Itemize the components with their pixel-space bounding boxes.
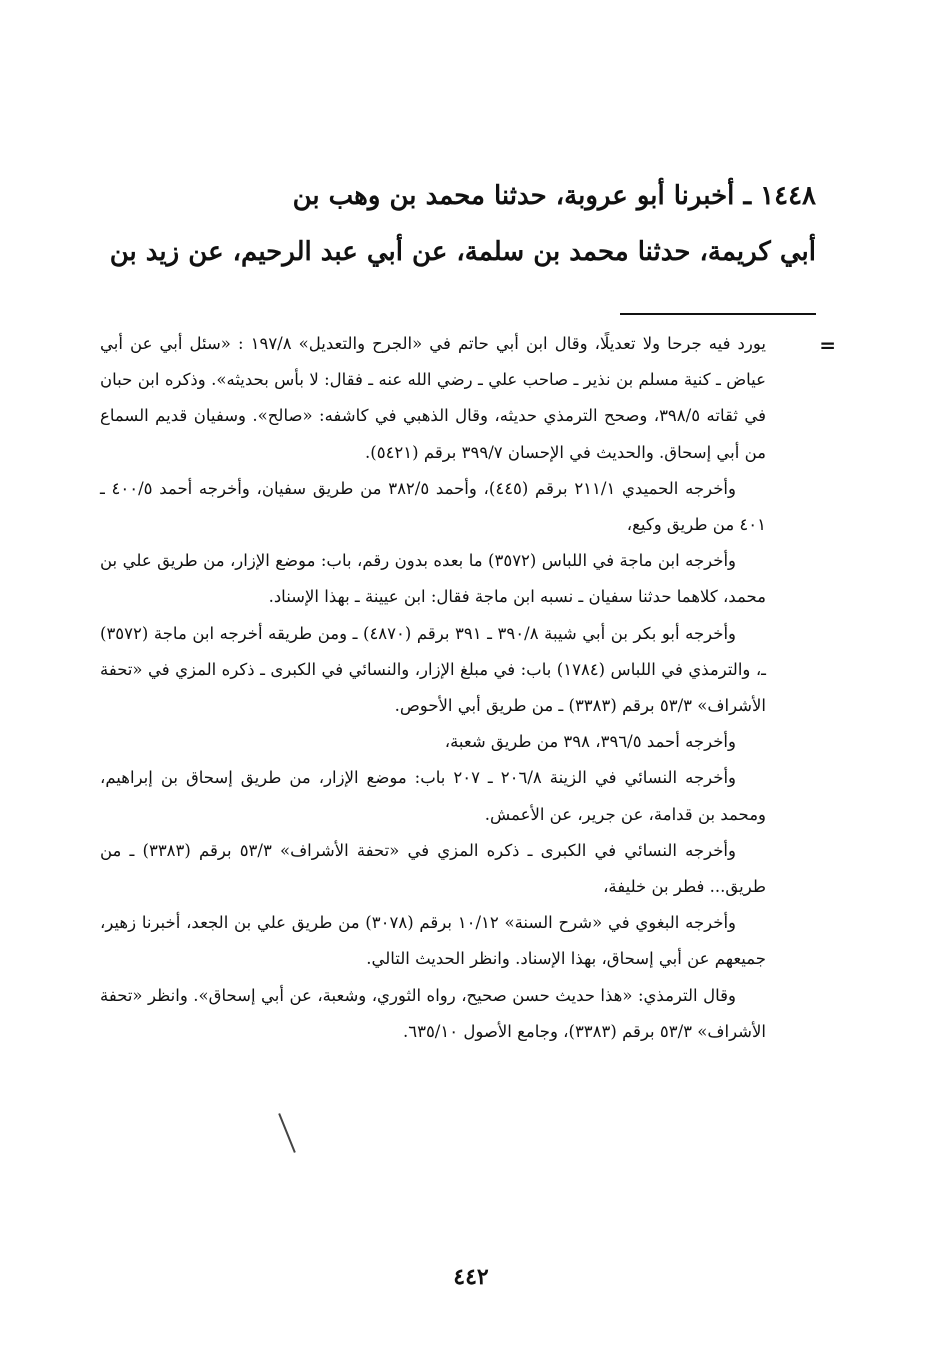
page-number: ٤٤٢: [453, 1264, 489, 1290]
footnote-continuation-marker: =: [819, 333, 836, 357]
footnote-paragraph: وأخرجه النسائي في الكبرى ـ ذكره المزي في «تحفة الأشراف» ٥٣/٣ برقم (٣٣٨٣) ـ من طريق... فطر بن خليفة،: [100, 840, 766, 897]
hadith-text: [100, 168, 816, 280]
footnote-paragraph: وأخرجه أبو بكر بن أبي شيبة ٣٩٠/٨ ـ ٣٩١ برقم (٤٨٧٠) ـ ومن طريقه أخرجه ابن ماجة (٣٥٧٢) ـ، والترمذي في اللباس (١٧٨٤) باب: في مبلغ الإزار، والنسائي في الكبرى ـ ذكره المزي في «تحفة الأشراف» ٥٣/٣ برقم (٣٣٨٣) ـ من طريق أبي الأحوص.: [100, 623, 766, 716]
hadith-line: أبي كريمة، حدثنا محمد بن سلمة، عن أبي عبد الرحيم، عن زيد بن: [109, 237, 816, 267]
pen-mark: [278, 1113, 296, 1153]
footnote-paragraph: يورد فيه جرحا ولا تعديلًا، وقال ابن أبي حاتم في «الجرح والتعديل» ١٩٧/٨ : «سئل أبي عن أبي عياض ـ كنية مسلم بن نذير ـ صاحب علي ـ رضي الله عنه ـ فقال: لا بأس بحديثه». وذكره ابن حبان في ثقاته ٣٩٨/٥، وصحح الترمذي حديثه، وقال الذهبي في كاشفه: «صالح». وسفيان قديم السماع من أبي إسحاق. والحديث في الإحسان ٣٩٩/٧ برقم (٥٤٢١).: [100, 334, 766, 462]
footnote-paragraph: وقال الترمذي: «هذا حديث حسن صحيح، رواه الثوري، وشعبة، عن أبي إسحاق». وانظر «تحفة الأشراف» ٥٣/٣ برقم (٣٣٨٣)، وجامع الأصول ٦٣٥/١٠.: [100, 985, 766, 1041]
hadith-line: ١٤٤٨ ـ أخبرنا أبو عروبة، حدثنا محمد بن وهب بن: [292, 181, 816, 211]
footnote-paragraph: وأخرجه ابن ماجة في اللباس (٣٥٧٢) ما بعده بدون رقم، باب: موضع الإزار، من طريق علي بن محمد، كلاهما حدثنا سفيان ـ نسبه ابن ماجة فقال: ابن عيينة ـ بهذا الإسناد.: [100, 551, 766, 607]
footnote-paragraph: وأخرجه النسائي في الزينة ٢٠٦/٨ ـ ٢٠٧ باب: موضع الإزار، من طريق إسحاق بن إبراهيم، ومحمد بن قدامة، عن جرير، عن الأعمش.: [100, 768, 766, 824]
footnote-paragraph: وأخرجه أحمد ٣٩٦/٥، ٣٩٨ من طريق شعبة،: [444, 732, 736, 752]
footnote-paragraph: وأخرجه البغوي في «شرح السنة» ١٠/١٢ برقم (٣٠٧٨) من طريق علي بن الجعد، أخبرنا زهير، جميعهم عن أبي إسحاق، بهذا الإسناد. وانظر الحديث التالي.: [100, 913, 766, 969]
footnotes: [100, 326, 766, 1050]
footnote-separator: [620, 313, 816, 315]
footnote-paragraph: وأخرجه الحميدي ٢١١/١ برقم (٤٤٥)، وأحمد ٣٨٢/٥ من طريق سفيان، وأخرجه أحمد ٤٠٠/٥ ـ ٤٠١ من طريق وكيع،: [100, 478, 766, 535]
